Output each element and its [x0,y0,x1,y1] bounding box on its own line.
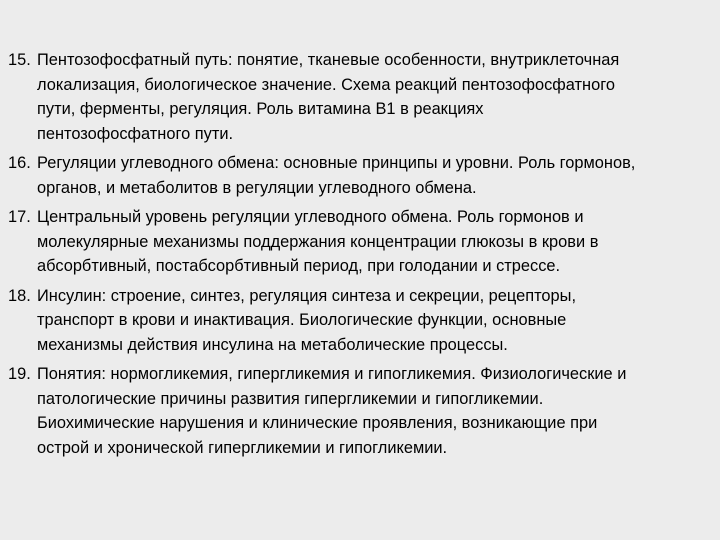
item-text-line: транспорт в крови и инактивация. Биологические функции, основные [37,311,567,329]
item-text [37,151,698,200]
list-item-19 [8,362,698,460]
item-text-line: Центральный уровень регуляции углеводного обмена. Роль гормонов и [37,208,584,226]
item-text [37,362,698,460]
item-text [37,48,698,146]
item-text [37,205,698,279]
item-text-line: Регуляции углеводного обмена: основные принципы и уровни. Роль гормонов, [37,154,636,172]
list-item-15 [8,48,698,146]
item-text-line: Пентозофосфатный путь: понятие, тканевые особенности, внутриклеточная [37,51,620,69]
numbered-list [8,48,698,465]
item-text-line: патологические причины развития гипергликемии и гипогликемии. [37,389,544,408]
item-text-line: пути, ферменты, регуляция. Роль витамина В1 в реакциях [37,100,484,118]
item-text-line: абсорбтивный, постабсорбтивный период, при голодании и стрессе. [37,257,561,275]
item-text-line: механизмы действия инсулина на метаболические процессы. [37,335,508,354]
item-number: 18. [8,286,31,305]
item-text-line: Понятия: нормогликемия, гипергликемия и гипогликемия. Физиологические и [37,365,627,383]
list-item-17 [8,205,698,279]
list-item-16 [8,151,698,200]
item-text-line: органов, и метаболитов в регуляции углеводного обмена. [37,178,477,197]
item-text-line: молекулярные механизмы поддержания концентрации глюкозы в крови в [37,232,599,251]
item-text-line: Биохимические нарушения и клинические проявления, возникающие при [37,414,598,432]
item-text-line: локализация, биологическое значение. Схема реакций пентозофосфатного [37,75,615,94]
item-number: 17. [8,208,31,226]
list-item-18 [8,284,698,358]
item-text-line: Инсулин: строение, синтез, регуляция синтеза и секреции, рецепторы, [37,286,576,305]
item-number: 15. [8,51,31,69]
item-text-line: пентозофосфатного пути. [37,124,234,143]
item-text [37,284,698,358]
item-text-line: острой и хронической гипергликемии и гипогликемии. [37,438,448,457]
item-number: 16. [8,154,31,172]
item-number: 19. [8,365,31,383]
